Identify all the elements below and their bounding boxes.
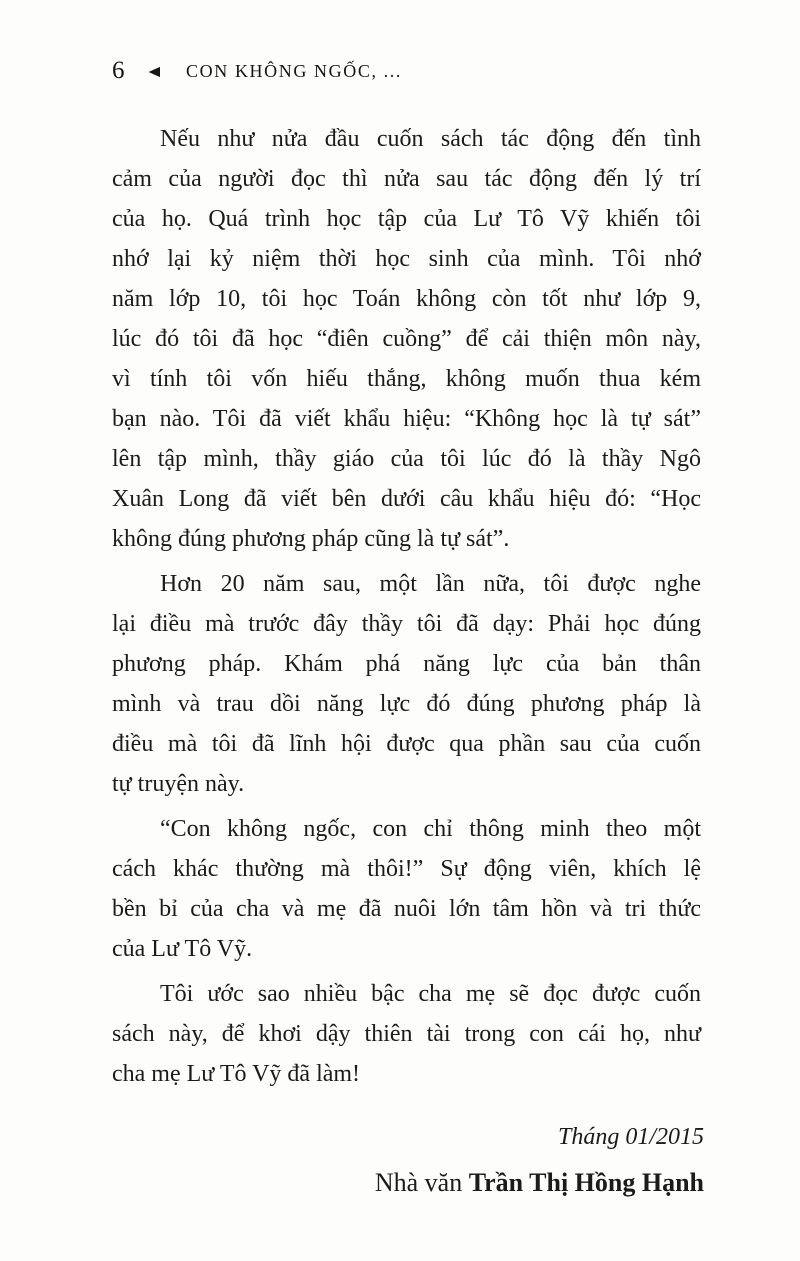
signature-block bbox=[112, 1117, 704, 1203]
text-line: “Con không ngốc, con chỉ thông minh theo một bbox=[160, 816, 701, 842]
page-header bbox=[112, 56, 702, 86]
text-line: Xuân Long đã viết bên dưới câu khẩu hiệu đó: “Học bbox=[112, 486, 701, 512]
page-body bbox=[112, 119, 701, 1094]
page-number: 6 bbox=[112, 57, 125, 84]
text-line: không đúng phương pháp cũng là tự sát”. bbox=[112, 526, 510, 552]
text-line: lúc đó tôi đã học “điên cuồng” để cải thiện môn này, bbox=[112, 326, 701, 352]
text-line: năm lớp 10, tôi học Toán không còn tốt như lớp 9, bbox=[112, 286, 701, 312]
text-line: điều mà tôi đã lĩnh hội được qua phần sau của cuốn bbox=[112, 731, 701, 757]
text-line: phương pháp. Khám phá năng lực của bản thân bbox=[112, 651, 701, 677]
text-line: tự truyện này. bbox=[112, 771, 245, 797]
text-line: của họ. Quá trình học tập của Lư Tô Vỹ khiến tôi bbox=[112, 206, 701, 232]
text-line: bền bỉ của cha và mẹ đã nuôi lớn tâm hồn và tri thức bbox=[112, 896, 701, 922]
text-line: của Lư Tô Vỹ. bbox=[112, 936, 253, 962]
paragraph bbox=[112, 974, 701, 1094]
paragraph bbox=[112, 119, 701, 559]
paragraph bbox=[112, 809, 701, 969]
text-line: Hơn 20 năm sau, một lần nữa, tôi được nghe bbox=[160, 571, 701, 597]
signature-date: Tháng 01/2015 bbox=[557, 1124, 704, 1150]
signature-author bbox=[112, 1163, 704, 1203]
author-prefix: Nhà văn bbox=[374, 1168, 469, 1197]
running-title: CON KHÔNG NGỐC, ... bbox=[186, 60, 402, 81]
text-line: nhớ lại kỷ niệm thời học sinh của mình. Tôi nhớ bbox=[112, 246, 701, 272]
author-name: Trần Thị Hồng Hạnh bbox=[468, 1168, 704, 1197]
text-line: cha mẹ Lư Tô Vỹ đã làm! bbox=[112, 1061, 361, 1087]
text-line: bạn nào. Tôi đã viết khẩu hiệu: “Không học là tự sát” bbox=[112, 406, 701, 432]
text-line: lại điều mà trước đây thầy tôi đã dạy: Phải học đúng bbox=[112, 611, 701, 637]
text-line: mình và trau dồi năng lực đó đúng phương pháp là bbox=[112, 691, 701, 717]
text-line: lên tập mình, thầy giáo của tôi lúc đó là thầy Ngô bbox=[112, 446, 701, 472]
text-line: vì tính tôi vốn hiếu thắng, không muốn thua kém bbox=[112, 366, 701, 392]
paragraph bbox=[112, 564, 701, 804]
text-line: Nếu như nửa đầu cuốn sách tác động đến tình bbox=[160, 126, 701, 152]
text-line: sách này, để khơi dậy thiên tài trong con cái họ, như bbox=[112, 1021, 701, 1047]
text-line: cảm của người đọc thì nửa sau tác động đến lý trí bbox=[112, 166, 701, 192]
left-triangle-icon: ◀ bbox=[148, 64, 161, 79]
text-line: Tôi ước sao nhiều bậc cha mẹ sẽ đọc được cuốn bbox=[160, 981, 701, 1007]
text-line: cách khác thường mà thôi!” Sự động viên, khích lệ bbox=[112, 856, 701, 882]
